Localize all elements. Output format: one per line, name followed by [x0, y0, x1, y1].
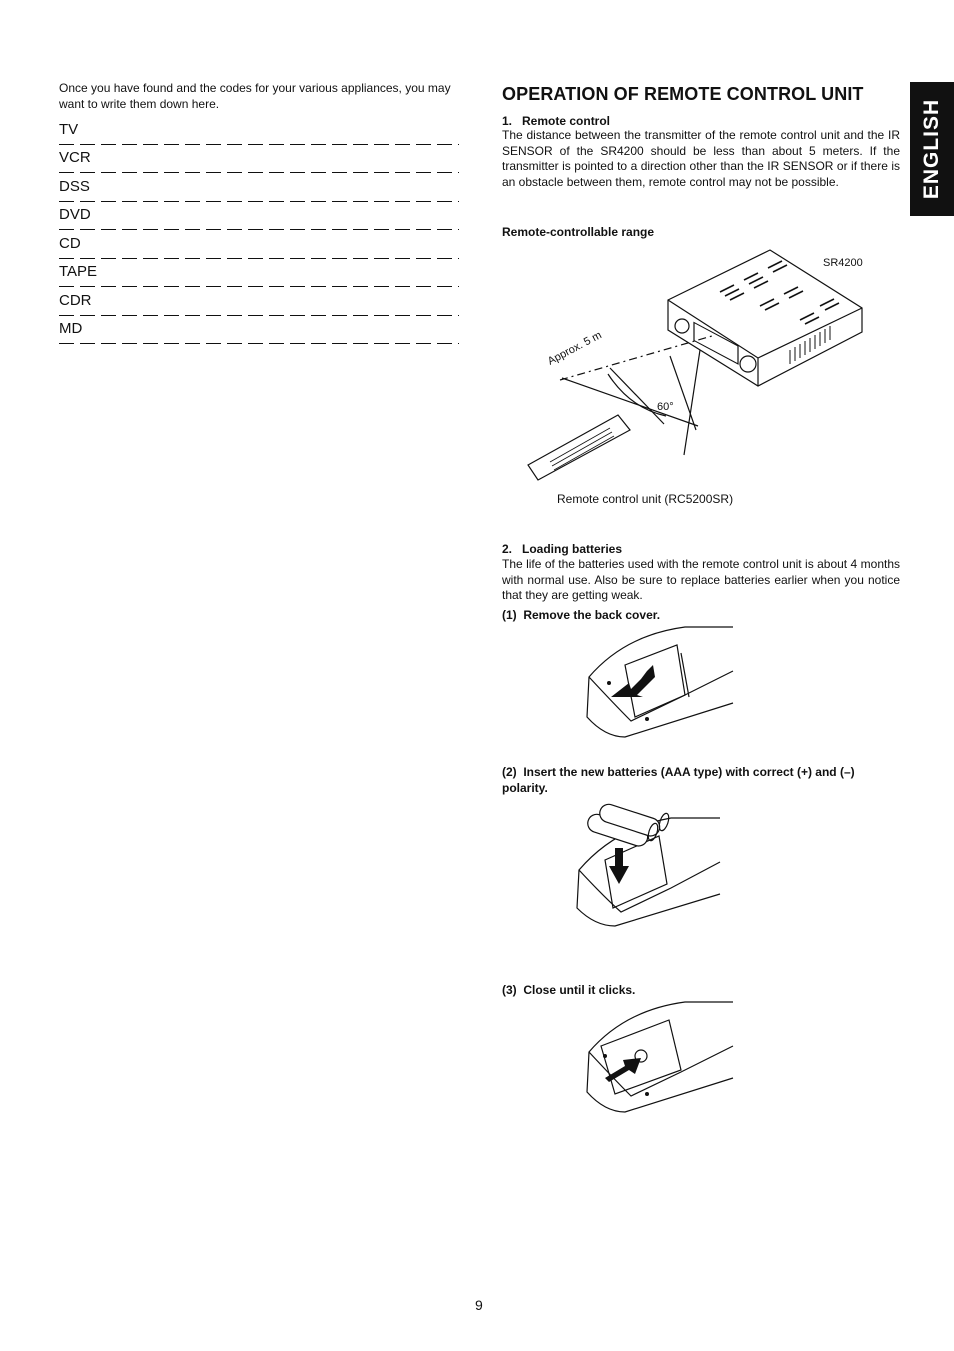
code-row-vcr [59, 145, 459, 173]
step-text: Remove the back cover. [523, 608, 661, 622]
code-row-cdr [59, 288, 459, 316]
code-label: CD [59, 235, 81, 252]
code-row-md [59, 316, 459, 344]
code-row-cd [59, 231, 459, 259]
step-1 [502, 608, 660, 622]
code-label: TAPE [59, 263, 98, 280]
code-label: DVD [59, 206, 91, 223]
step-text: Insert the new batteries (AAA type) with correct (+) and (–) polarity. [502, 765, 855, 795]
step-2 [502, 765, 900, 796]
step-number: (2) [502, 765, 517, 779]
step-number: (3) [502, 983, 517, 997]
remote-caption: Remote control unit (RC5200SR) [557, 492, 734, 506]
code-row-dvd [59, 202, 459, 230]
code-row-tape [59, 259, 459, 287]
code-row-tv [59, 117, 459, 145]
range-heading: Remote-controllable range [502, 225, 655, 239]
side-tab-label: ENGLISH [920, 98, 943, 200]
write-in-line [59, 229, 459, 230]
loading-batteries-heading: 2. Loading batteries [502, 542, 623, 556]
step-text: Close until it clicks. [523, 983, 636, 997]
remote-range-diagram [520, 240, 880, 485]
remote-control-heading: 1. Remote control [502, 114, 611, 128]
write-in-line [59, 286, 459, 287]
angle-label: 60° [657, 401, 674, 413]
write-in-line [59, 172, 459, 173]
code-label: MD [59, 320, 83, 337]
code-label: CDR [59, 292, 92, 309]
close-cover-illustration [585, 1000, 735, 1115]
language-side-tab [910, 82, 954, 216]
section-title: OPERATION OF REMOTE CONTROL UNIT [502, 84, 864, 104]
page-number: 9 [475, 1297, 483, 1313]
intro-text: Once you have found and the codes for your various appliances, you may want to write them down here. [59, 81, 451, 111]
code-label: TV [59, 121, 79, 138]
insert-batteries-illustration [575, 800, 725, 930]
code-label: VCR [59, 149, 91, 166]
loading-batteries-body: The life of the batteries used with the remote control unit is about 4 months with normal use. Also be sure to replace batteries earlier when you notice that they are getting weak. [502, 557, 900, 602]
distance-label: Approx. 5 m [545, 329, 604, 368]
unit-label: SR4200 [823, 257, 863, 269]
write-in-line [59, 343, 459, 344]
step-3 [502, 983, 635, 997]
remote-control-body: The distance between the transmitter of the remote control unit and the IR SENSOR of the SR4200 should be less than about 5 meters. If the transmitter is pointed to a direction other than the IR SENSOR or if there is an obstacle between them, remote control may not be possible. [502, 128, 900, 189]
code-label: DSS [59, 178, 90, 195]
code-row-dss [59, 174, 459, 202]
step-number: (1) [502, 608, 517, 622]
remove-cover-illustration [585, 625, 735, 740]
